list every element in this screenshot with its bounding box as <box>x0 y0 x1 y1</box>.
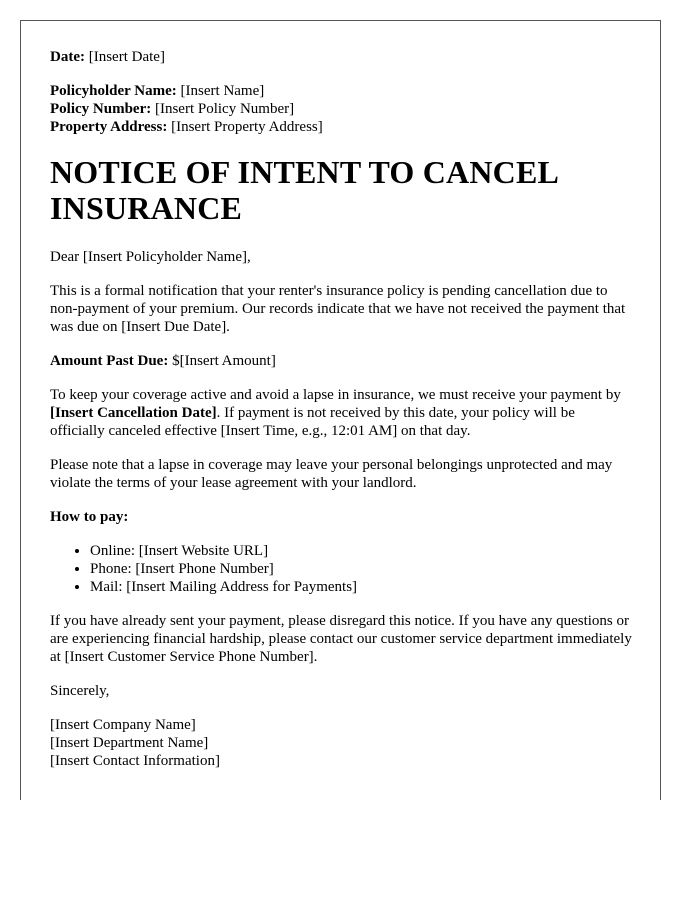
notification-paragraph: This is a formal notification that your renter's insurance policy is pending cancellation due to non-payment of your premium. Our records indicate that we have not received the payment that was due on [Insert Due Date]. <box>50 283 626 335</box>
salutation: Dear [Insert Policyholder Name], <box>50 249 251 265</box>
policyholder-name-label: Policyholder Name: <box>50 83 177 99</box>
payment-method-mail: • Mail: [Insert Mailing Address for Payments] <box>90 578 632 596</box>
policyholder-name-value: [Insert Name] <box>180 83 265 99</box>
date-value: [Insert Date] <box>88 49 165 65</box>
payment-deadline-paragraph <box>50 386 632 440</box>
closing: Sincerely, <box>50 683 110 699</box>
cancellation-date: [Insert Cancellation Date] <box>50 405 217 421</box>
notice-title-line2: INSURANCE <box>50 190 243 226</box>
how-to-pay-label: How to pay: <box>50 509 129 525</box>
signature-company: [Insert Company Name] <box>50 717 196 733</box>
payment-deadline-text-before: To keep your coverage active and avoid a lapse in insurance, we must receive your payment by <box>50 387 621 403</box>
signature-block <box>50 716 632 770</box>
letter-page <box>20 20 661 800</box>
notice-title <box>50 154 632 226</box>
payment-method-phone: • Phone: [Insert Phone Number] <box>90 560 632 578</box>
payment-methods-list <box>50 542 632 596</box>
date-line <box>50 48 632 66</box>
notice-title-line1: NOTICE OF INTENT TO CANCEL <box>50 154 560 190</box>
date-label: Date: <box>50 49 85 65</box>
amount-past-due-line <box>50 352 632 370</box>
property-address-value: [Insert Property Address] <box>171 119 323 135</box>
payment-deadline-text-after: . If payment is not received by this date, your policy will be officially canceled effective [Insert Time, e.g., 12:01 AM] on that day. <box>50 405 575 439</box>
lapse-warning-paragraph: Please note that a lapse in coverage may leave your personal belongings unprotected and may violate the terms of your lease agreement with your landlord. <box>50 457 613 491</box>
policy-number-label: Policy Number: <box>50 101 152 117</box>
signature-contact: [Insert Contact Information] <box>50 753 220 769</box>
property-address-line <box>50 118 632 136</box>
payment-method-online: • Online: [Insert Website URL] <box>90 542 632 560</box>
contact-paragraph: If you have already sent your payment, please disregard this notice. If you have any questions or are experiencing financial hardship, please contact our customer service department immediately at [Insert Customer Service Phone Number]. <box>50 613 632 665</box>
amount-past-due-label: Amount Past Due: <box>50 353 169 369</box>
policy-info-block <box>50 82 632 136</box>
policyholder-name-line <box>50 82 632 100</box>
policy-number-value: [Insert Policy Number] <box>154 101 295 117</box>
amount-past-due-value: $[Insert Amount] <box>172 353 276 369</box>
property-address-label: Property Address: <box>50 119 168 135</box>
policy-number-line <box>50 100 632 118</box>
signature-department: [Insert Department Name] <box>50 735 209 751</box>
how-to-pay-heading <box>50 508 632 526</box>
